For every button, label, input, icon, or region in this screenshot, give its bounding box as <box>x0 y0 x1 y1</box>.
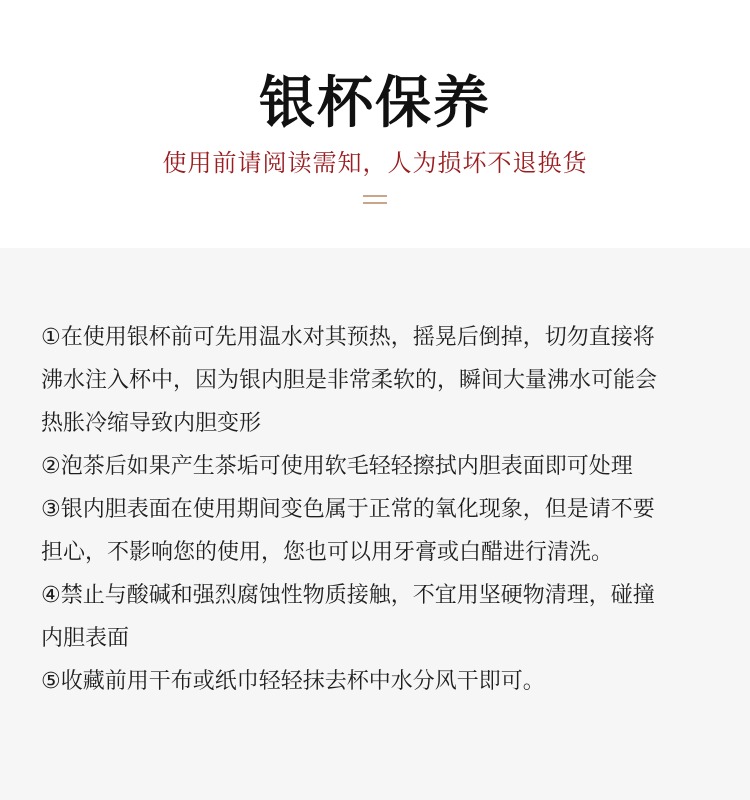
instructions-text <box>41 316 721 703</box>
instruction-line: ②泡茶后如果产生茶垢可使用软毛轻轻擦拭内胆表面即可处理 <box>41 454 633 479</box>
instruction-line: ①在使用银杯前可先用温水对其预热，摇晃后倒掉，切勿直接将 <box>41 325 655 350</box>
instruction-line: 担心，不影响您的使用，您也可以用牙膏或白醋进行清洗。 <box>41 540 614 565</box>
instruction-line: 内胆表面 <box>41 626 130 651</box>
page-title: 银杯保养 <box>259 71 491 136</box>
instruction-line: ⑤收藏前用干布或纸巾轻轻抹去杯中水分风干即可。 <box>41 669 545 694</box>
instruction-line: 热胀冷缩导致内胆变形 <box>41 411 262 436</box>
page-subtitle: 使用前请阅读需知，人为损坏不退换货 <box>162 149 588 177</box>
double-line-divider <box>363 195 387 204</box>
divider-line-bottom <box>363 202 387 204</box>
divider-line-top <box>363 195 387 197</box>
instructions-section <box>0 248 750 800</box>
instruction-line: 沸水注入杯中，因为银内胆是非常柔软的，瞬间大量沸水可能会 <box>41 368 658 393</box>
instruction-line: ③银内胆表面在使用期间变色属于正常的氧化现象，但是请不要 <box>41 497 655 522</box>
instruction-line: ④禁止与酸碱和强烈腐蚀性物质接触，不宜用坚硬物清理，碰撞 <box>41 583 655 608</box>
header-section <box>0 0 750 248</box>
